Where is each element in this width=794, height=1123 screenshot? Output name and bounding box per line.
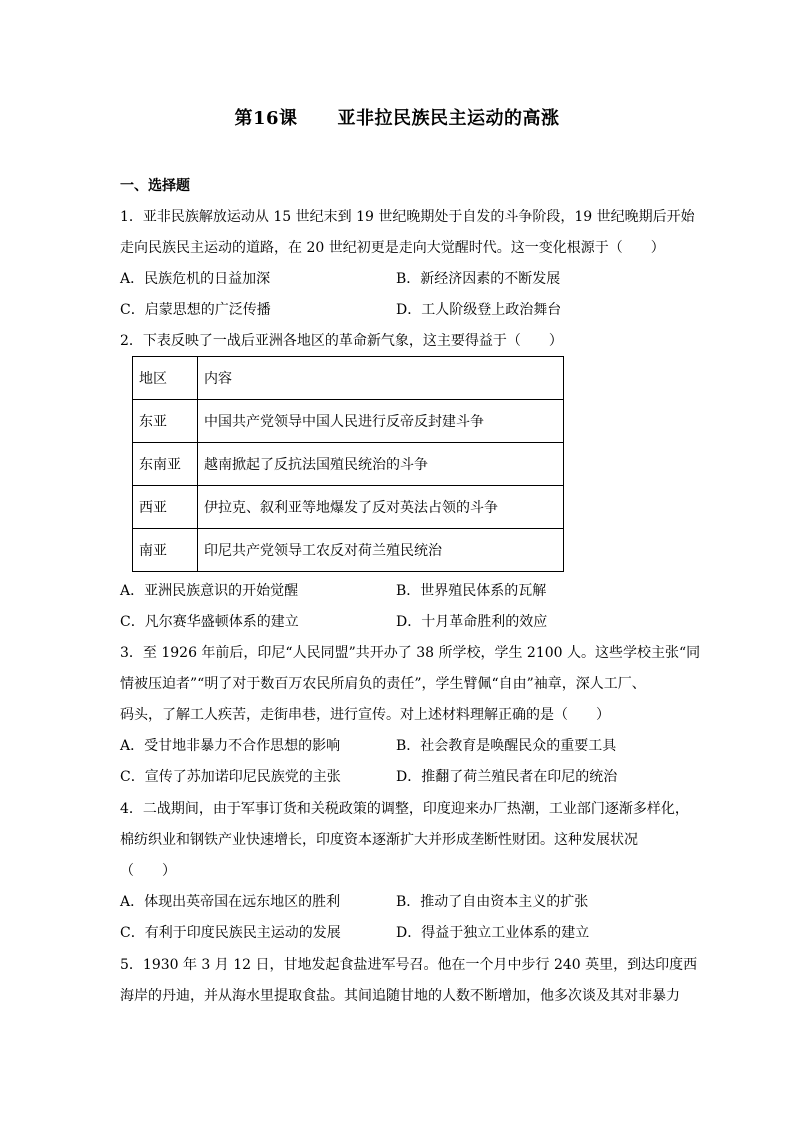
q1-option-d[interactable]: D．工人阶级登上政治舞台: [396, 302, 562, 318]
q3-option-d[interactable]: D．推翻了荷兰殖民者在印尼的统治: [396, 769, 618, 785]
q1-option-a[interactable]: A．民族危机的日益加深: [120, 271, 271, 287]
q5-line: 5．1930 年 3 月 12 日，甘地发起食盐进军号召。他在一个月中步行 240 英里，到达印度西: [120, 957, 698, 973]
q3-option-b[interactable]: B．社会教育是唤醒民众的重要工具: [396, 738, 617, 754]
table-header-row: [133, 357, 564, 400]
q2-option-d[interactable]: D．十月革命胜利的效应: [396, 614, 548, 630]
table-cell-content: 中国共产党领导中国人民进行反帝反封建斗争: [198, 400, 564, 443]
q4-option-c[interactable]: C．有利于印度民族民主运动的发展: [120, 925, 341, 941]
q2-option-a[interactable]: A．亚洲民族意识的开始觉醒: [120, 583, 299, 599]
q2-option-c[interactable]: C．凡尔赛华盛顿体系的建立: [120, 614, 299, 630]
table-header-cell: 地区: [133, 357, 198, 400]
table-row: [133, 443, 564, 486]
q2-table: [132, 356, 564, 572]
section-heading: 一、选择题: [120, 178, 190, 194]
q4-line: 棉纺织业和钢铁产业快速增长，印度资本逐渐扩大并形成垄断性财团。这种发展状况: [120, 832, 638, 848]
page-title: [0, 104, 794, 130]
table-cell-region: 东南亚: [133, 443, 198, 486]
q2-option-b[interactable]: B．世界殖民体系的瓦解: [396, 583, 547, 599]
table-row: [133, 400, 564, 443]
table-row: [133, 529, 564, 572]
q4-option-a[interactable]: A．体现出英帝国在远东地区的胜利: [120, 894, 341, 910]
table-header-cell: 内容: [198, 357, 564, 400]
q4-option-b[interactable]: B．推动了自由资本主义的扩张: [396, 894, 589, 910]
q4-line: 4．二战期间，由于军事订货和关税政策的调整，印度迎来办厂热潮，工业部门逐渐多样化，: [120, 801, 689, 817]
q3-line: 情被压迫者”“明了对于数百万农民所肩负的责任”，学生臂佩“自由”袖章，深人工厂、: [120, 676, 646, 692]
q1-option-c[interactable]: C．启蒙思想的广泛传播: [120, 302, 271, 318]
q5-line: 海岸的丹迪，并从海水里提取食盐。其间追随甘地的人数不断增加，他多次谈及其对非暴力: [120, 988, 680, 1004]
table-cell-region: 东亚: [133, 400, 198, 443]
q3-line: 码头，了解工人疾苦，走街串巷，进行宣传。对上述材料理解正确的是（ ）: [120, 707, 610, 723]
q1-line: 1．亚非民族解放运动从 15 世纪末到 19 世纪晚期处于自发的斗争阶段，19 世纪晚期后开始: [120, 209, 695, 225]
q3-option-c[interactable]: C．宣传了苏加诺印尼民族党的主张: [120, 769, 341, 785]
table-cell-region: 南亚: [133, 529, 198, 572]
table-cell-content: 越南掀起了反抗法国殖民统治的斗争: [198, 443, 564, 486]
table-cell-content: 印尼共产党领导工农反对荷兰殖民统治: [198, 529, 564, 572]
q2-stem: 2．下表反映了一战后亚洲各地区的革命新气象，这主要得益于（ ）: [120, 333, 563, 349]
q3-option-a[interactable]: A．受甘地非暴力不合作思想的影响: [120, 738, 341, 754]
q1-line: 走向民族民主运动的道路，在 20 世纪初更是走向大觉醒时代。这一变化根源于（ ）: [120, 240, 665, 256]
table-row: [133, 486, 564, 529]
lesson-number: 第16课: [234, 108, 298, 129]
table-cell-content: 伊拉克、叙利亚等地爆发了反对英法占领的斗争: [198, 486, 564, 529]
lesson-name: 亚非拉民族民主运动的高涨: [337, 108, 560, 129]
q1-option-b[interactable]: B．新经济因素的不断发展: [396, 271, 561, 287]
q4-option-d[interactable]: D．得益于独立工业体系的建立: [396, 925, 590, 941]
q4-line: （ ）: [120, 863, 176, 879]
table-cell-region: 西亚: [133, 486, 198, 529]
q3-line: 3．至 1926 年前后，印尼“人民同盟”共开办了 38 所学校，学生 2100 人。这些学校主张“同: [120, 645, 701, 661]
